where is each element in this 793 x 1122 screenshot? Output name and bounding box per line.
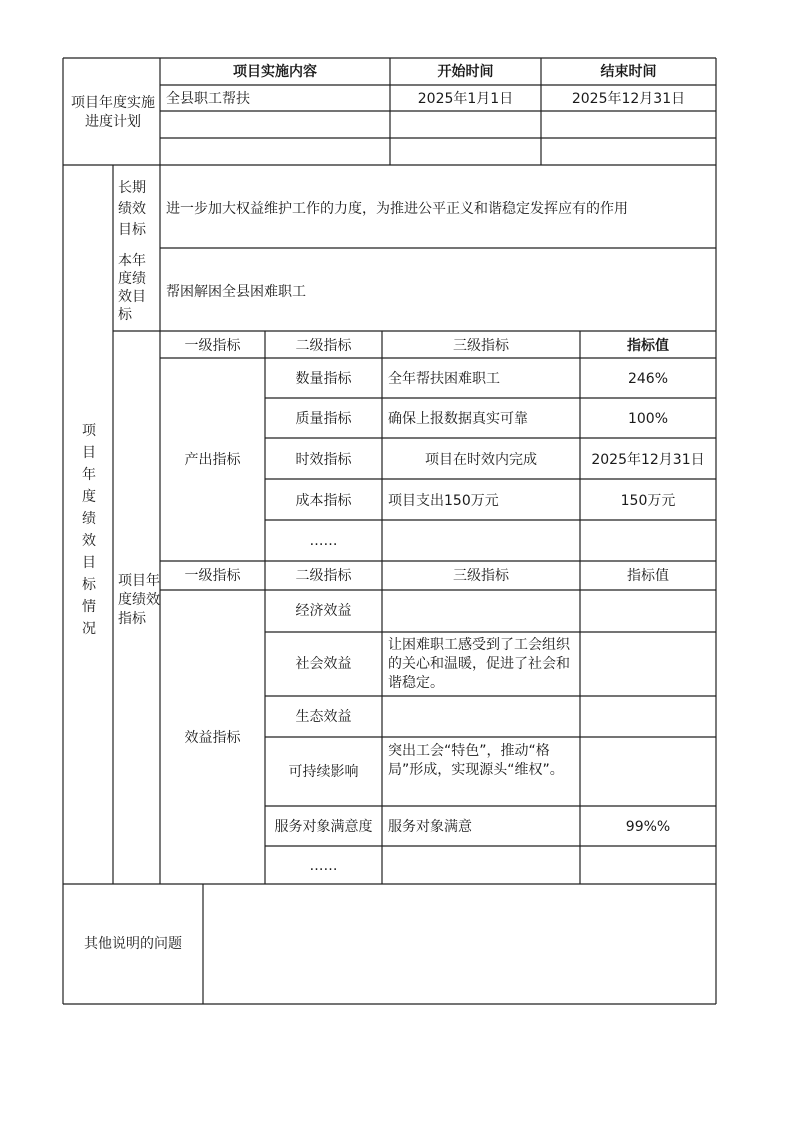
header-level1: 一级指标 <box>184 338 241 354</box>
header-level2: 二级指标 <box>295 338 352 354</box>
header-value: 指标值 <box>627 338 669 354</box>
header-level3: 三级指标 <box>453 338 509 354</box>
benefit-row-level2: 经济效益 <box>295 603 352 619</box>
benefit-row-level3: 服务对象满意 <box>388 819 472 835</box>
schedule-row-start: 2025年1月1日 <box>417 91 514 107</box>
output-row-level2: …… <box>309 533 338 549</box>
output-row-value: 150万元 <box>620 493 676 509</box>
benefit-row-level3: 让困难职工感受到了工会组织的关心和温暖，促进了社会和谐稳定。 <box>388 637 570 691</box>
long-term-label: 长期绩效目标 <box>118 180 146 238</box>
schedule-label: 项目年度实施进度计划 <box>71 95 155 130</box>
goals-section-label: 项目年度绩效目标情况 <box>82 423 96 637</box>
benefit-row-level2: …… <box>309 858 338 874</box>
schedule-row-content: 全县职工帮扶 <box>166 91 250 107</box>
benefit-row-value: 99%% <box>625 819 671 835</box>
schedule-header-start: 开始时间 <box>437 64 494 80</box>
other-label: 其他说明的问题 <box>84 936 182 952</box>
benefit-row-level2: 可持续影响 <box>288 764 359 780</box>
benefit-row-level2: 生态效益 <box>295 709 352 725</box>
output-level1: 产出指标 <box>184 452 241 468</box>
header-level2: 二级指标 <box>295 568 352 584</box>
output-row-level3: 项目在时效内完成 <box>425 452 537 468</box>
output-row-level3: 全年帮扶困难职工 <box>388 371 500 387</box>
header-level3: 三级指标 <box>453 568 509 584</box>
benefit-row-level2: 服务对象满意度 <box>274 819 373 835</box>
annual-goal-text: 帮困解困全县困难职工 <box>166 284 306 300</box>
header-level1: 一级指标 <box>184 568 241 584</box>
output-row-level2: 数量指标 <box>295 371 352 387</box>
benefit-row-level2: 社会效益 <box>295 656 352 672</box>
output-row-level2: 成本指标 <box>295 493 352 509</box>
indicators-label: 项目年度绩效指标 <box>118 573 160 627</box>
benefit-row-level3: 突出工会“特色”，推动“格局”形成，实现源头“维权”。 <box>388 743 564 778</box>
long-term-text: 进一步加大权益维护工作的力度，为推进公平正义和谐稳定发挥应有的作用 <box>166 201 628 217</box>
output-row-value: 2025年12月31日 <box>591 452 705 468</box>
schedule-header-content: 项目实施内容 <box>233 64 317 80</box>
output-row-value: 246% <box>627 371 669 387</box>
output-row-value: 100% <box>627 411 669 427</box>
output-row-level3: 项目支出150万元 <box>388 493 499 509</box>
schedule-row-end: 2025年12月31日 <box>571 91 686 107</box>
schedule-header-end: 结束时间 <box>600 64 657 80</box>
annual-goal-label: 本年度绩效目标 <box>118 253 146 323</box>
header-value: 指标值 <box>627 568 669 584</box>
output-row-level2: 时效指标 <box>295 452 352 468</box>
output-row-level2: 质量指标 <box>295 411 352 427</box>
benefit-level1: 效益指标 <box>184 730 241 746</box>
output-row-level3: 确保上报数据真实可靠 <box>388 411 528 427</box>
